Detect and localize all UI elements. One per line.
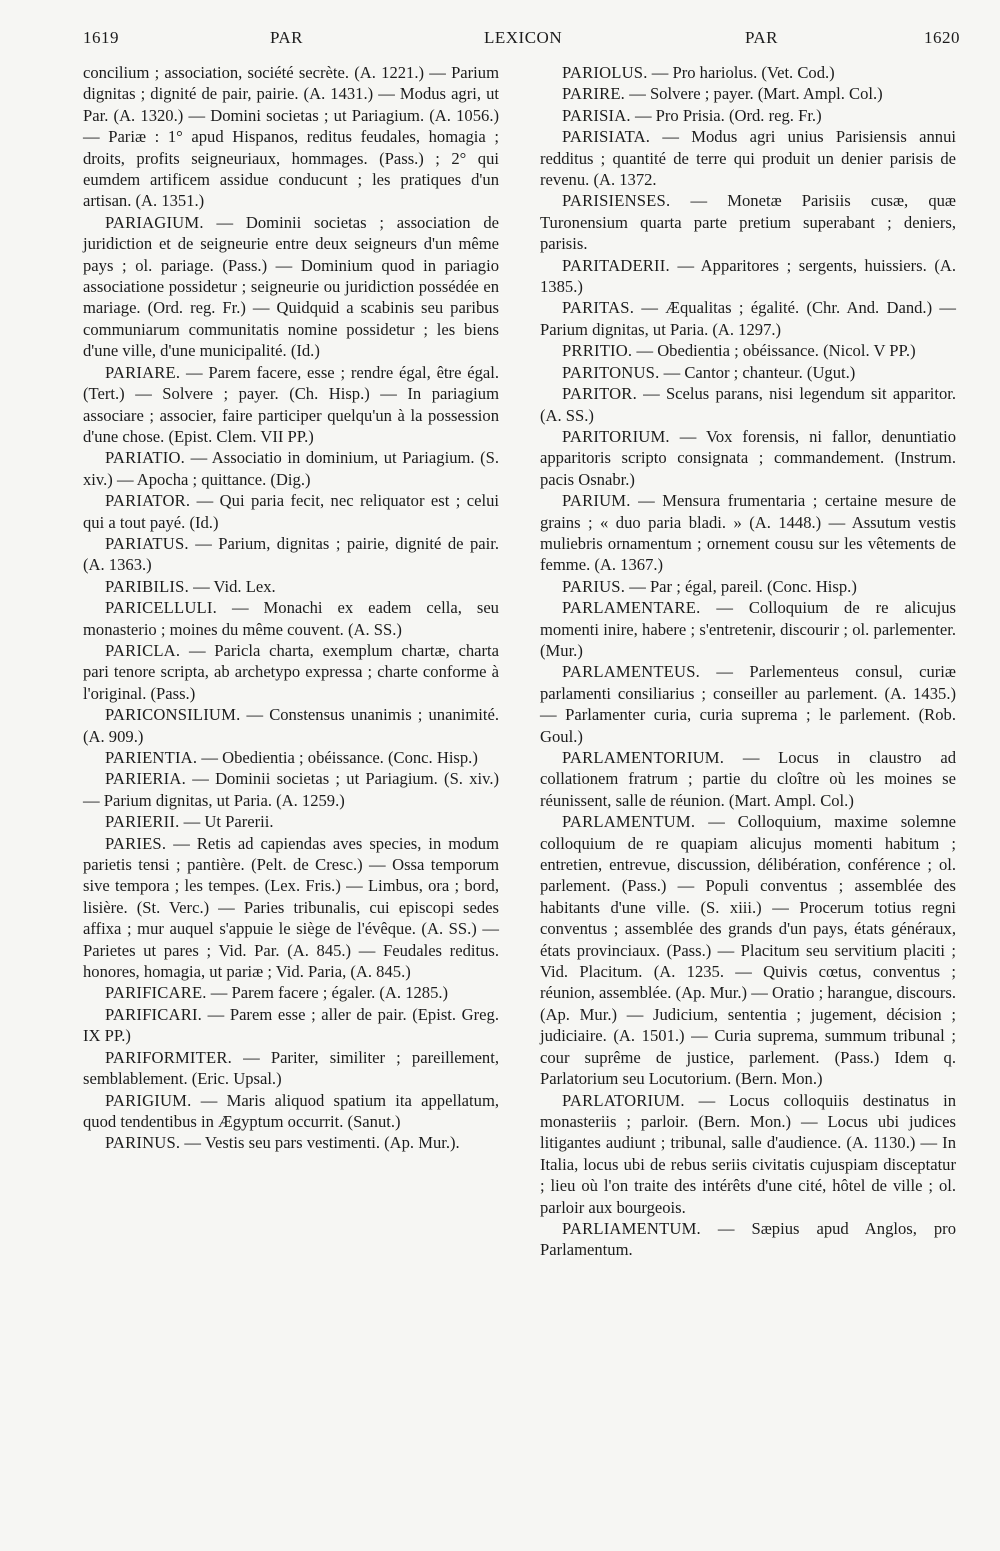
entry-headword: PARIATUS. — [105, 533, 189, 553]
entry-definition: — Associatio in dominium, ut Pariagium. (S. xiv.) — Apocha ; quittance. (Dig.) — [83, 448, 499, 489]
entry-headword: PARLAMENTORIUM. — [562, 748, 725, 767]
dictionary-entry — [540, 340, 956, 361]
entry-headword: PARIUS. — [562, 576, 626, 596]
entry-definition: — Locus in claustro ad collationem fratrum ; partie du cloître où les moines se réunissent, salle de réunion. (Mart. Ampl. Col.) — [540, 748, 956, 810]
dictionary-entry — [540, 383, 956, 426]
entry-headword: PARLAMENTEUS. — [562, 662, 700, 682]
entry-definition: — Apparitores ; sergents, huissiers. (A. 1385.) — [540, 255, 956, 297]
entry-definition: concilium ; association, société secrète. (A. 1221.) — Parium dignitas ; dignité de pair, pairie. (A. 1431.) — Modus agri, ut Par. (A. 1320.) — Domini societas ; ut Pariagium. (A. 1056.) — Pariæ : 1° apud Hispanos, reditus feudales, homagia ; droits, profits seigneuriaux, hommages. (Pass.) ; 2° qui eumdem artificem assidue conducunt ; les pratiques d'un artisan. (A. 1351.) — [83, 63, 499, 211]
dictionary-entry — [83, 1047, 499, 1090]
entry-definition: — Colloquium, maxime solemne colloquium de re quapiam alicujus momenti habitum ; entretien, entrevue, discussion, délibération, conférence ; ol. parlement. (Pass.) — Populi conventus ; assemblée des habitants d'une ville. (S. xiii.) — Procerum totius regni conventus ; assemblée des grands d'un pays, états généraux, états provinciaux. (Pass.) — Placitum seu servitium placiti ; Vid. Placitum. (A. 1235. — Quivis cœtus, conventus ; réunion, assemblée. (Ap. Mur.) — Oratio ; harangue, discours. (Ap. Mur.) — Judicium, sententia ; jugement, décision ; judiciaire. (A. 1501.) — Curia suprema, summum tribunal ; cour suprême de justice, parlement. (Pass.) Idem q. Parlatorium seu Locutorium. (Bern. Mon.) — [540, 812, 956, 1089]
entry-headword: PARIBILIS. — [105, 576, 189, 596]
entry-definition: — Qui paria fecit, nec reliquator est ; celui qui a tout payé. (Id.) — [83, 491, 499, 532]
entry-headword: PARLAMENTARE. — [562, 598, 701, 618]
entry-definition: — Vid. Lex. — [193, 576, 276, 596]
left-page-number: 1619 — [83, 28, 119, 47]
entry-headword: PARIFICARE. — [105, 983, 207, 1003]
dictionary-entry — [83, 447, 499, 490]
dictionary-entry — [83, 490, 499, 533]
dictionary-entry — [540, 490, 956, 576]
entry-definition: — Locus colloquiis destinatus in monasteriis ; parloir. (Bern. Mon.) — Locus ubi judices litigantes audiunt ; tribunal, salle d'audience. (A. 1130.) — In Italia, locus ubi de rebus seriis civitatis cujuspiam disceptatur ; lieu où l'on traite des intérêts d'une cité, hôtel de ville ; ol. parloir aux bourgeois. — [540, 1090, 956, 1217]
entry-definition: — Constensus unanimis ; unanimité. (A. 909.) — [83, 705, 500, 746]
entry-definition: — Scelus parans, nisi legendum sit apparitor. (A. SS.) — [540, 384, 956, 425]
entry-definition: — Parium, dignitas ; pairie, dignité de pair. (A. 1363.) — [83, 533, 499, 575]
right-page-number: 1620 — [924, 28, 960, 47]
entry-definition: — Solvere ; payer. (Mart. Ampl. Col.) — [629, 84, 883, 104]
entry-headword: PARIGIUM. — [105, 1090, 192, 1110]
dictionary-entry — [83, 1090, 499, 1133]
entry-headword: PARICLA. — [105, 640, 181, 660]
dictionary-entry — [83, 212, 499, 362]
dictionary-entry — [83, 811, 499, 832]
entry-definition: — Colloquium de re alicujus momenti inire, habere ; s'entretenir, discourir ; ol. parlementer. (Mur.) — [540, 598, 956, 660]
entry-headword: PARIENTIA. — [105, 748, 198, 767]
dictionary-entry — [83, 704, 499, 747]
entry-definition: — Mensura frumentaria ; certaine mesure de grains ; « duo paria bladi. » (A. 1448.) — Assutum vestis muliebris ornamentum ; ornement cousu sur les vêtements de femme. (A. 1367.) — [540, 491, 956, 575]
entry-headword: PARITADERII. — [562, 255, 670, 275]
dictionary-entry — [540, 597, 956, 661]
entry-definition: — Vestis seu pars vestimenti. (Ap. Mur.). — [184, 1133, 460, 1153]
entry-headword: PARICONSILIUM. — [105, 705, 241, 725]
dictionary-entry — [540, 661, 956, 747]
entry-headword: PARIERII. — [105, 812, 180, 832]
entry-headword: PARIRE. — [562, 84, 626, 104]
dictionary-entry — [540, 747, 956, 811]
entry-headword: PARIUM. — [562, 491, 631, 511]
right-running-head: PAR — [745, 28, 779, 47]
entry-definition: — Monachi ex eadem cella, seu monasterio ; moines du même couvent. (A. SS.) — [83, 598, 499, 639]
entry-headword: PARICELLULI. — [105, 598, 217, 618]
entry-headword: PRRITIO. — [562, 341, 633, 361]
dictionary-entry — [83, 640, 499, 704]
entry-headword: PARIFORMITER. — [105, 1047, 232, 1067]
entry-headword: PARITORIUM. — [562, 426, 670, 446]
dictionary-entry — [540, 297, 956, 340]
dictionary-entry — [540, 1090, 956, 1218]
entry-headword: PARLAMENTUM. — [562, 812, 696, 832]
dictionary-entry — [540, 190, 956, 254]
entry-definition: — Ut Parerii. — [183, 812, 274, 832]
left-running-head: PAR — [270, 28, 304, 47]
dictionary-entry — [540, 811, 956, 1089]
entry-headword: PARLIAMENTUM. — [562, 1218, 701, 1238]
entry-definition: — Parem esse ; aller de pair. (Epist. Greg. IX PP.) — [83, 1004, 499, 1046]
lexicon-title: LEXICON — [484, 28, 563, 47]
entry-headword: PARIES. — [105, 833, 167, 853]
dictionary-entry — [83, 747, 499, 768]
entry-definition: — Obedientia ; obéissance. (Nicol. V PP.) — [636, 341, 916, 361]
entry-headword: PARISIATA. — [562, 127, 651, 147]
entry-headword: PARITONUS. — [562, 362, 660, 382]
entry-definition: — Dominii societas ; association de juridiction et de seigneurie entre deux seigneurs d'un même pays ; ol. pariage. (Pass.) — Dominium quod in pariagio associatione possidetur ; seigneurie ou juridiction possédée en mariage. (Ord. reg. Fr.) — Quidquid a scabinis seu paribus communiarum communitatis nomine possidetur ; les biens d'une ville, d'une municipalité. (Id.) — [83, 212, 499, 361]
dictionary-entry — [540, 576, 956, 597]
entry-definition: — Pariter, similiter ; pareillement, semblablement. (Eric. Upsal.) — [83, 1047, 499, 1089]
dictionary-entry — [540, 426, 956, 490]
entry-definition: — Maris aliquod spatium ita appellatum, quod tendentibus in Ægyptum occurrit. (Sanut.) — [83, 1090, 500, 1131]
dictionary-entry — [83, 833, 499, 983]
entry-headword: PARIATIO. — [105, 448, 186, 468]
right-column — [540, 62, 956, 1261]
entry-definition: — Obedientia ; obéissance. (Conc. Hisp.) — [201, 748, 478, 767]
entry-headword: PARIATOR. — [105, 491, 191, 511]
dictionary-entry — [540, 362, 956, 383]
entry-definition: — Monetæ Parisiis cusæ, quæ Turonensium quarta parte pretium superabant ; deniers, parisis. — [540, 191, 956, 254]
dictionary-entry — [83, 1004, 499, 1047]
entry-headword: PARIOLUS. — [562, 63, 648, 82]
entry-definition: — Vox forensis, ni fallor, denuntiatio apparitoris scripto consignata ; commandement. (Instrum. pacis Osnabr.) — [540, 426, 956, 489]
entry-definition: — Paricla charta, exemplum chartæ, charta pari tenore scripta, ab archetypo expressa ; charte conforme à l'original. (Pass.) — [83, 640, 499, 703]
entry-headword: PARINUS. — [105, 1133, 181, 1153]
entry-headword: PARIAGIUM. — [105, 212, 204, 232]
dictionary-entry — [83, 768, 499, 811]
entry-headword: PARISIA. — [562, 105, 631, 125]
dictionary-entry — [540, 83, 956, 104]
entry-definition: — Pro Prisia. (Ord. reg. Fr.) — [634, 105, 822, 125]
entry-headword: PARLATORIUM. — [562, 1090, 685, 1110]
entry-definition: — Modus agri unius Parisiensis annui redditus ; quantité de terre qui produit un denier parisis de revenu. (A. 1372. — [540, 127, 956, 190]
entry-headword: PARIERIA. — [105, 769, 186, 789]
entry-definition: — Æqualitas ; égalité. (Chr. And. Dand.) — Parium dignitas, ut Paria. (A. 1297.) — [540, 298, 956, 339]
entry-definition: — Retis ad capiendas aves species, in modum parietis tensi ; pantière. (Pelt. de Cresc.) — Ossa temporum sive tempora ; les tempes. (Lex. Fris.) — Limbus, ora ; bord, lisière. (St. Verc.) — Paries tribunalis, cui episcopi sedes affixa ; mur auquel s'appuie le siège de l'évêque. (A. SS.) — Parietes ut pares ; Vid. Par. (A. 845.) — Feudales reditus. honores, homagia, ut pariæ ; Vid. Paria, (A. 845.) — [83, 833, 499, 982]
entry-headword: PARIARE. — [105, 362, 181, 382]
entry-headword: PARISIENSES. — [562, 191, 671, 211]
dictionary-entry — [540, 105, 956, 126]
entry-definition: — Par ; égal, pareil. (Conc. Hisp.) — [629, 576, 857, 596]
dictionary-entry — [83, 982, 499, 1003]
entry-headword: PARITOR. — [562, 384, 637, 404]
running-header — [0, 28, 1000, 58]
dictionary-entry — [540, 255, 956, 298]
entry-definition: — Sæpius apud Anglos, pro Parlamentum. — [540, 1218, 956, 1260]
dictionary-entry — [83, 1132, 499, 1153]
dictionary-entry — [83, 362, 499, 448]
dictionary-entry — [83, 597, 499, 640]
dictionary-entry — [83, 576, 499, 597]
entry-definition: — Cantor ; chanteur. (Ugut.) — [663, 362, 856, 382]
entry-definition: — Parem facere ; égaler. (A. 1285.) — [210, 983, 449, 1003]
entry-definition: — Parlementeus consul, curiæ parlamenti consiliarius ; conseiller au parlement. (A. 1435.) — Parlamenter curia, curia suprema ; le parlement. (Rob. Goul.) — [540, 662, 956, 746]
dictionary-entry — [540, 1218, 956, 1261]
dictionary-entry — [540, 126, 956, 190]
left-column — [83, 62, 499, 1154]
entry-headword: PARIFICARI. — [105, 1004, 203, 1024]
entry-headword: PARITAS. — [562, 298, 635, 318]
entry-definition: — Parem facere, esse ; rendre égal, être égal. (Tert.) — Solvere ; payer. (Ch. Hisp.) — In pariagium associare ; associer, faire participer quelqu'un à la possession d'une chose. (Epist. Clem. VII PP.) — [83, 362, 500, 446]
dictionary-entry — [540, 62, 956, 83]
dictionary-entry — [83, 62, 499, 212]
entry-definition: — Pro hariolus. (Vet. Cod.) — [651, 63, 835, 82]
dictionary-entry — [83, 533, 499, 576]
entry-definition: — Dominii societas ; ut Pariagium. (S. xiv.) — Parium dignitas, ut Paria. (A. 1259.) — [83, 769, 499, 810]
